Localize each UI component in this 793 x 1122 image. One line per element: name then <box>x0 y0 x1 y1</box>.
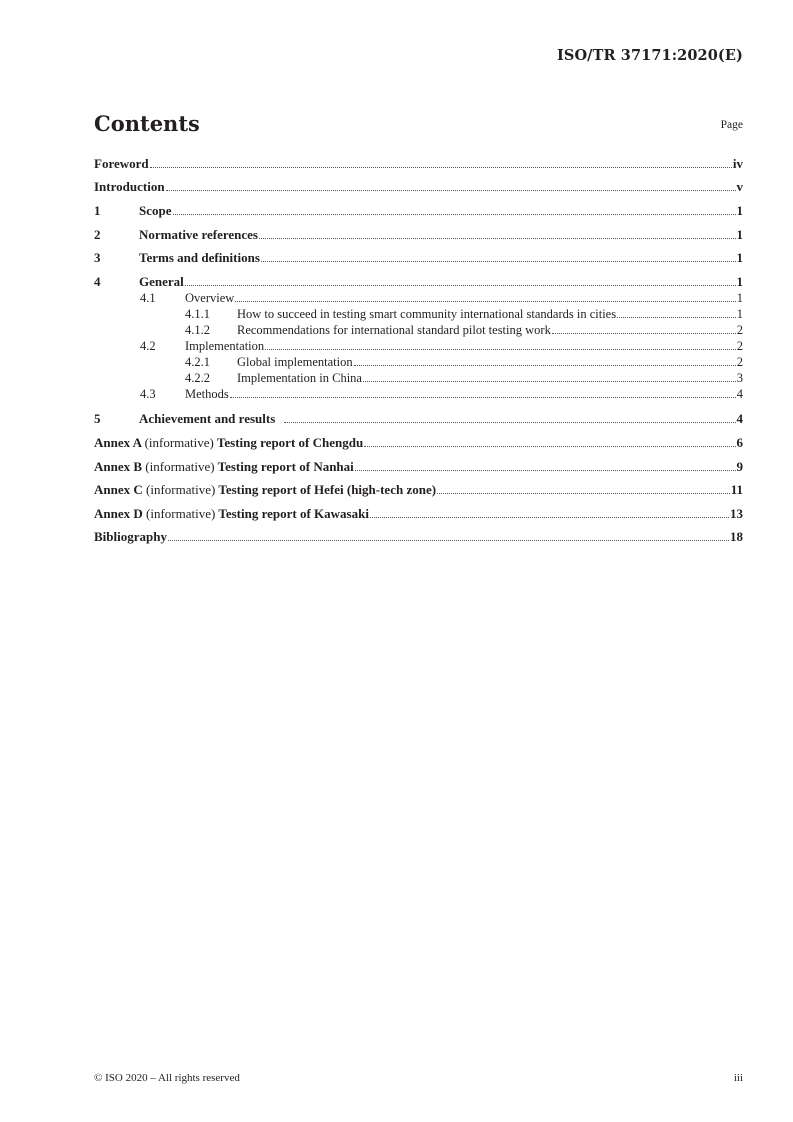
toc-number: 1 <box>94 203 101 218</box>
leader-dots <box>173 214 736 215</box>
toc-entry-introduction[interactable] <box>94 179 743 195</box>
toc-entry-bibliography[interactable] <box>94 529 743 545</box>
page-column-label: Page <box>720 119 743 131</box>
toc-entry-annex-b[interactable] <box>94 459 743 475</box>
document-id: ISO/TR 37171:2020(E) <box>557 47 743 64</box>
toc-title: Scope <box>139 203 172 218</box>
toc-title: Foreword <box>94 156 149 171</box>
toc-page: 11 <box>730 482 743 497</box>
annex-prefix: Annex A <box>94 435 142 450</box>
toc-entry-achievement-and-results[interactable] <box>94 411 743 427</box>
toc-page: 3 <box>736 371 743 385</box>
leader-dots <box>265 349 736 350</box>
annex-note: (informative) <box>146 506 216 521</box>
toc-number: 2 <box>94 227 101 242</box>
footer-page-number: iii <box>733 1072 743 1084</box>
toc-entry-foreword[interactable] <box>94 156 743 172</box>
toc-entry-implementation-in-china[interactable] <box>94 370 743 386</box>
toc-entry-annex-d[interactable] <box>94 506 743 522</box>
contents-title: Contents <box>94 111 200 136</box>
toc-number: 4.2.1 <box>185 355 210 369</box>
toc-title: Methods <box>185 387 229 401</box>
toc-page: 1 <box>736 203 743 218</box>
toc-title: Bibliography <box>94 529 167 544</box>
annex-prefix: Annex C <box>94 482 143 497</box>
leader-dots <box>235 301 735 302</box>
toc-page: iv <box>732 156 743 171</box>
footer-copyright: © ISO 2020 – All rights reserved <box>94 1072 240 1084</box>
leader-dots <box>284 422 735 423</box>
toc-entry-annex-c[interactable] <box>94 482 743 498</box>
toc-number: 4.1.2 <box>185 323 210 337</box>
annex-note: (informative) <box>145 459 215 474</box>
leader-dots <box>150 167 732 168</box>
annex-title: Testing report of Nanhai <box>217 459 354 474</box>
toc-page: 4 <box>736 387 743 401</box>
toc-page: 18 <box>730 529 743 544</box>
annex-title: Testing report of Chengdu <box>216 435 364 450</box>
toc-number: 5 <box>94 411 101 426</box>
toc-entry-methods[interactable] <box>94 386 743 402</box>
toc-number: 4.2 <box>140 339 156 353</box>
toc-title: Introduction <box>94 179 165 194</box>
toc-entry-recommendations[interactable] <box>94 322 743 338</box>
toc-number: 3 <box>94 250 101 265</box>
toc-page: 1 <box>736 227 743 242</box>
annex-title: Testing report of Kawasaki <box>218 506 369 521</box>
toc-entry-overview[interactable] <box>94 290 743 306</box>
toc-title: Normative references <box>139 227 258 242</box>
toc-page: 1 <box>736 307 743 321</box>
toc-number: 4 <box>94 274 101 289</box>
leader-dots <box>437 493 730 494</box>
leader-dots <box>261 261 736 262</box>
annex-prefix: Annex B <box>94 459 143 474</box>
toc-title: Global implementation <box>237 355 353 369</box>
toc-page: 9 <box>736 459 743 474</box>
leader-dots <box>185 285 736 286</box>
annex-note: (informative) <box>144 435 214 450</box>
toc-entry-how-to-succeed[interactable] <box>94 306 743 322</box>
leader-dots <box>363 381 736 382</box>
toc-number: 4.1.1 <box>185 307 210 321</box>
toc-page: v <box>736 179 743 194</box>
toc-title <box>94 482 436 498</box>
toc-title: Terms and definitions <box>139 250 260 265</box>
leader-dots <box>168 540 729 541</box>
toc-page: 2 <box>736 355 743 369</box>
toc-title <box>94 435 363 451</box>
leader-dots <box>370 517 729 518</box>
toc-title: How to succeed in testing smart community international standards in cities <box>237 307 617 321</box>
toc-title: Achievement and results <box>139 411 276 426</box>
toc-entry-global-implementation[interactable] <box>94 354 743 370</box>
toc-page: 6 <box>736 435 743 450</box>
toc-page: 1 <box>736 250 743 265</box>
toc-entry-annex-a[interactable] <box>94 435 743 451</box>
toc-title: Recommendations for international standard pilot testing work <box>237 323 551 337</box>
annex-title: Testing report of Hefei (high-tech zone) <box>218 482 437 497</box>
toc-page: 2 <box>736 323 743 337</box>
toc-title: Implementation in China <box>237 371 362 385</box>
leader-dots <box>230 397 736 398</box>
leader-dots <box>552 333 736 334</box>
toc-entry-implementation[interactable] <box>94 338 743 354</box>
toc-entry-general[interactable] <box>94 274 743 290</box>
toc-title <box>94 459 354 475</box>
toc-entry-terms-and-definitions[interactable] <box>94 250 743 266</box>
toc-page: 4 <box>736 411 743 426</box>
toc-entry-scope[interactable] <box>94 203 743 219</box>
annex-prefix: Annex D <box>94 506 143 521</box>
toc-page: 1 <box>736 274 743 289</box>
toc-page: 1 <box>736 291 743 305</box>
toc-title: General <box>139 274 184 289</box>
leader-dots <box>364 446 735 447</box>
leader-dots <box>259 238 736 239</box>
toc-page: 2 <box>736 339 743 353</box>
toc-title: Implementation <box>185 339 265 353</box>
leader-dots <box>617 317 736 318</box>
toc-entry-normative-references[interactable] <box>94 227 743 243</box>
leader-dots <box>354 365 736 366</box>
toc-title: Overview <box>185 291 235 305</box>
toc-number: 4.2.2 <box>185 371 210 385</box>
leader-dots <box>166 190 736 191</box>
leader-dots <box>355 470 736 471</box>
toc-number: 4.3 <box>140 387 156 401</box>
toc-page: 13 <box>730 506 743 521</box>
annex-note: (informative) <box>146 482 216 497</box>
toc-number: 4.1 <box>140 291 156 305</box>
toc-title <box>94 506 369 522</box>
